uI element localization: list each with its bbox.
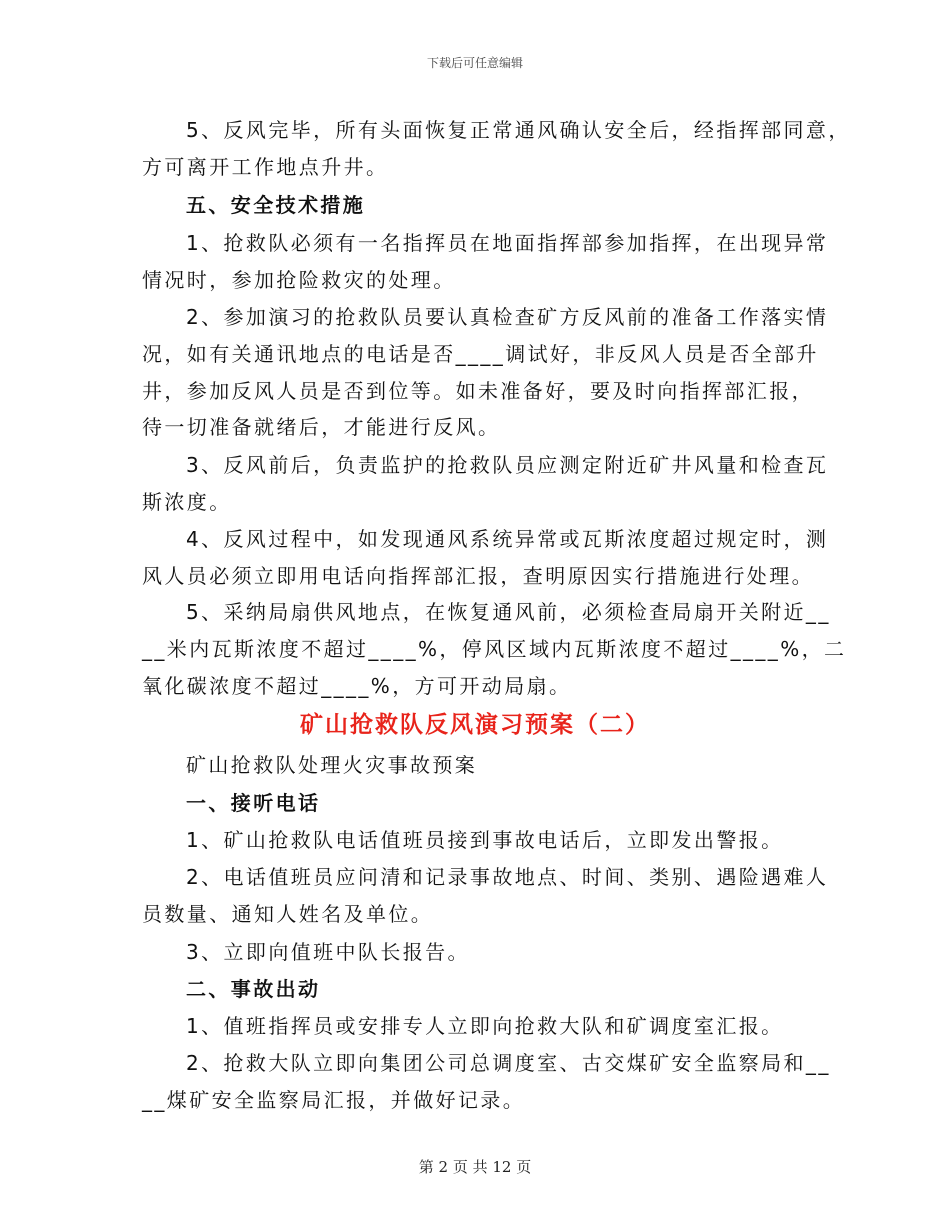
paragraph-line: 氧化碳浓度不超过____%，方可开动局扇。 [142, 674, 572, 698]
paragraph-line: 风人员必须立即用电话向指挥部汇报，查明原因实行措施进行处理。 [142, 564, 814, 588]
paragraph-line: 斯浓度。 [142, 490, 232, 514]
section-heading: 二、事故出动 [186, 977, 321, 1001]
document-title: 矿山抢救队反风演习预案（二） [300, 711, 650, 738]
page-header: 下载后可任意编辑 [426, 56, 523, 70]
paragraph-line: __米内瓦斯浓度不超过____%，停风区域内瓦斯浓度不超过____%，二 [142, 637, 847, 661]
page-footer: 第 2 页 共 12 页 [418, 1158, 532, 1176]
section-heading: 五、安全技术措施 [186, 193, 366, 217]
paragraph-line: 方可离开工作地点升井。 [142, 155, 389, 179]
subtitle: 矿山抢救队处理火灾事故预案 [186, 753, 478, 777]
paragraph-line: __煤矿安全监察局汇报，并做好记录。 [142, 1088, 526, 1112]
paragraph-line: 情况时，参加抢险救灾的处理。 [142, 268, 456, 292]
paragraph-line: 待一切准备就绪后，才能进行反风。 [142, 415, 501, 439]
paragraph-line: 5、反风完毕，所有头面恢复正常通风确认安全后，经指挥部同意， [186, 118, 851, 142]
paragraph-line: 1、值班指挥员或安排专人立即向抢救大队和矿调度室汇报。 [186, 1014, 784, 1038]
paragraph-line: 4、反风过程中，如发现通风系统异常或瓦斯浓度超过规定时，测 [186, 527, 829, 551]
section-heading: 一、接听电话 [186, 791, 321, 815]
paragraph-line: 5、采纳局扇供风地点，在恢复通风前，必须检查局扇开关附近__ [186, 600, 831, 624]
paragraph-line: 况，如有关通讯地点的电话是否____调试好，非反风人员是否全部升 [142, 342, 819, 366]
paragraph-line: 1、矿山抢救队电话值班员接到事故电话后，立即发出警报。 [186, 828, 784, 852]
paragraph-line: 2、抢救大队立即向集团公司总调度室、古交煤矿安全监察局和__ [186, 1051, 831, 1075]
paragraph-line: 1、抢救队必须有一名指挥员在地面指挥部参加指挥，在出现异常 [186, 231, 829, 255]
paragraph-line: 3、立即向值班中队长报告。 [186, 940, 470, 964]
paragraph-line: 2、参加演习的抢救队员要认真检查矿方反风前的准备工作落实情 [186, 305, 829, 329]
paragraph-line: 3、反风前后，负责监护的抢救队员应测定附近矿井风量和检查瓦 [186, 453, 829, 477]
paragraph-line: 2、电话值班员应问清和记录事故地点、时间、类别、遇险遇难人 [186, 865, 829, 889]
paragraph-line: 井，参加反风人员是否到位等。如未准备好，要及时向指挥部汇报， [142, 379, 814, 403]
paragraph-line: 员数量、通知人姓名及单位。 [142, 902, 434, 926]
